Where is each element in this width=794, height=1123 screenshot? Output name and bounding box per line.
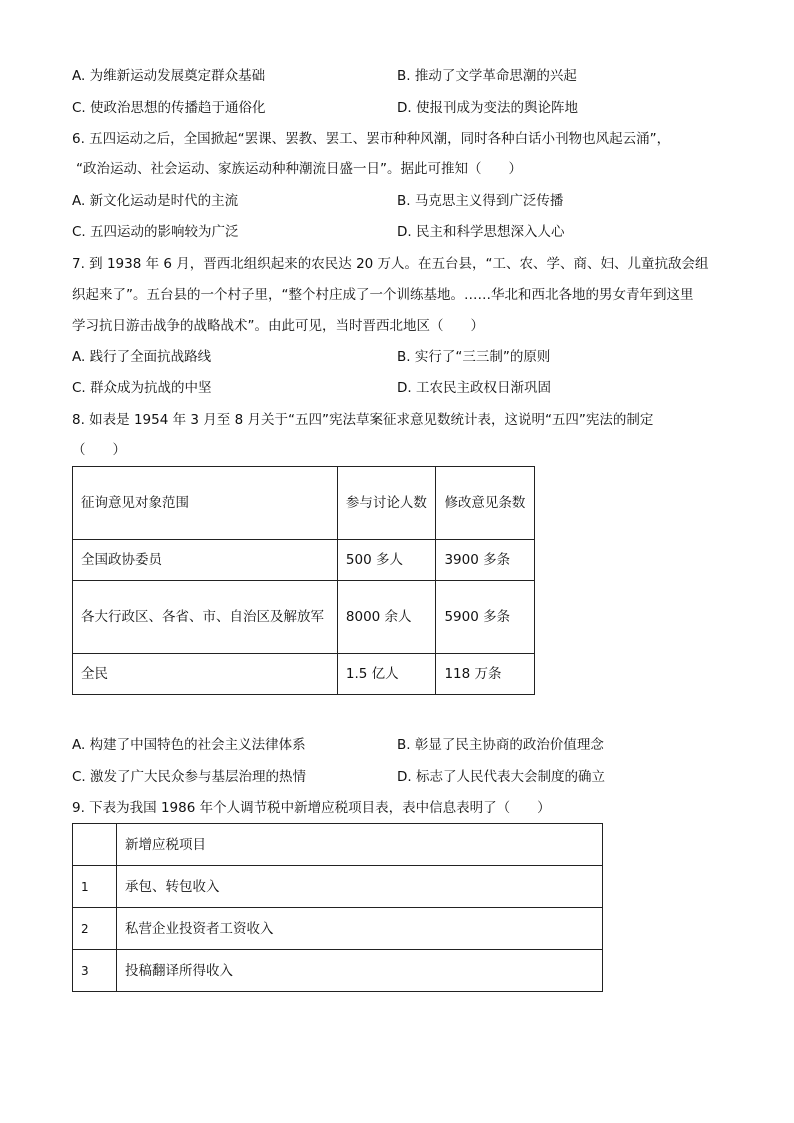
q8-option-b: B. 彰显了民主协商的政治价值理念: [397, 737, 604, 753]
q6-option-d: D. 民主和科学思想深入人心: [397, 224, 565, 240]
table-row: [73, 581, 535, 654]
q8-option-a: A. 构建了中国特色的社会主义法律体系: [72, 737, 306, 753]
q5-option-c: C. 使政治思想的传播趋于通俗化: [72, 100, 266, 116]
q6-option-c: C. 五四运动的影响较为广泛: [72, 224, 239, 240]
table-header-row: [73, 467, 535, 540]
q5-option-d: D. 使报刊成为变法的舆论阵地: [397, 100, 578, 116]
constitution-opinion-table: [72, 466, 535, 695]
table-cell: 全国政协委员: [73, 540, 338, 581]
q8-stem-line-1: 8. 如表是 1954 年 3 月至 8 月关于“五四”宪法草案征求意见数统计表，这说明“五四”宪法的制定: [72, 412, 654, 428]
q7-stem-line-1: 7. 到 1938 年 6 月，晋西北组织起来的农民达 20 万人。在五台县，“工、农、学、商、妇、儿童抗敌会组: [72, 256, 709, 272]
table-header-row: [73, 824, 603, 866]
table-cell: 3: [73, 950, 117, 992]
q7-option-d: D. 工农民主政权日渐巩固: [397, 380, 551, 396]
table-cell: 1: [73, 866, 117, 908]
table-cell: 3900 多条: [436, 540, 535, 581]
table-cell: 5900 多条: [436, 581, 535, 654]
table-cell: 全民: [73, 654, 338, 695]
table-header-cell: 新增应税项目: [117, 824, 603, 866]
table-cell: 2: [73, 908, 117, 950]
table-cell: 承包、转包收入: [117, 866, 603, 908]
q5-option-b: B. 推动了文学革命思潮的兴起: [397, 68, 577, 84]
q8-option-c: C. 激发了广大民众参与基层治理的热情: [72, 769, 307, 785]
table-cell: 投稿翻译所得收入: [117, 950, 603, 992]
table-cell: 各大行政区、各省、市、自治区及解放军: [73, 581, 338, 654]
q7-stem-line-3: 学习抗日游击战争的战略战术”。由此可见，当时晋西北地区（ ）: [72, 318, 484, 334]
table-row: [73, 540, 535, 581]
q7-option-a: A. 践行了全面抗战路线: [72, 349, 212, 365]
q6-stem-line-2: “政治运动、社会运动、家族运动种种潮流日盛一日”。据此可推知（ ）: [76, 161, 522, 177]
q6-stem-line-1: 6. 五四运动之后，全国掀起“罢课、罢教、罢工、罢市种种风潮，同时各种白话小刊物也风起云涌”，: [72, 131, 671, 147]
q7-option-b: B. 实行了“三三制”的原则: [397, 349, 551, 365]
table-header-cell: [73, 824, 117, 866]
table-row: [73, 908, 603, 950]
table-row: [73, 950, 603, 992]
q8-stem-line-2: （ ）: [72, 442, 126, 458]
table-cell: 8000 余人: [337, 581, 436, 654]
q7-stem-line-2: 织起来了”。五台县的一个村子里，“整个村庄成了一个训练基地。……华北和西北各地的男女青年到这里: [72, 287, 694, 303]
q8-option-d: D. 标志了人民代表大会制度的确立: [397, 769, 605, 785]
q6-option-b: B. 马克思主义得到广泛传播: [397, 193, 564, 209]
table-header-cell: 征询意见对象范围: [73, 467, 338, 540]
table-row: [73, 654, 535, 695]
q7-option-c: C. 群众成为抗战的中坚: [72, 380, 212, 396]
table-row: [73, 866, 603, 908]
table-cell: 私营企业投资者工资收入: [117, 908, 603, 950]
table-header-cell: 参与讨论人数: [337, 467, 436, 540]
q5-option-a: A. 为维新运动发展奠定群众基础: [72, 68, 266, 84]
q6-option-a: A. 新文化运动是时代的主流: [72, 193, 239, 209]
table-cell: 500 多人: [337, 540, 436, 581]
table-cell: 118 万条: [436, 654, 535, 695]
tax-items-table: [72, 823, 603, 992]
table-header-cell: 修改意见条数: [436, 467, 535, 540]
table-cell: 1.5 亿人: [337, 654, 436, 695]
q9-stem-line-1: 9. 下表为我国 1986 年个人调节税中新增应税项目表，表中信息表明了（ ）: [72, 800, 551, 816]
